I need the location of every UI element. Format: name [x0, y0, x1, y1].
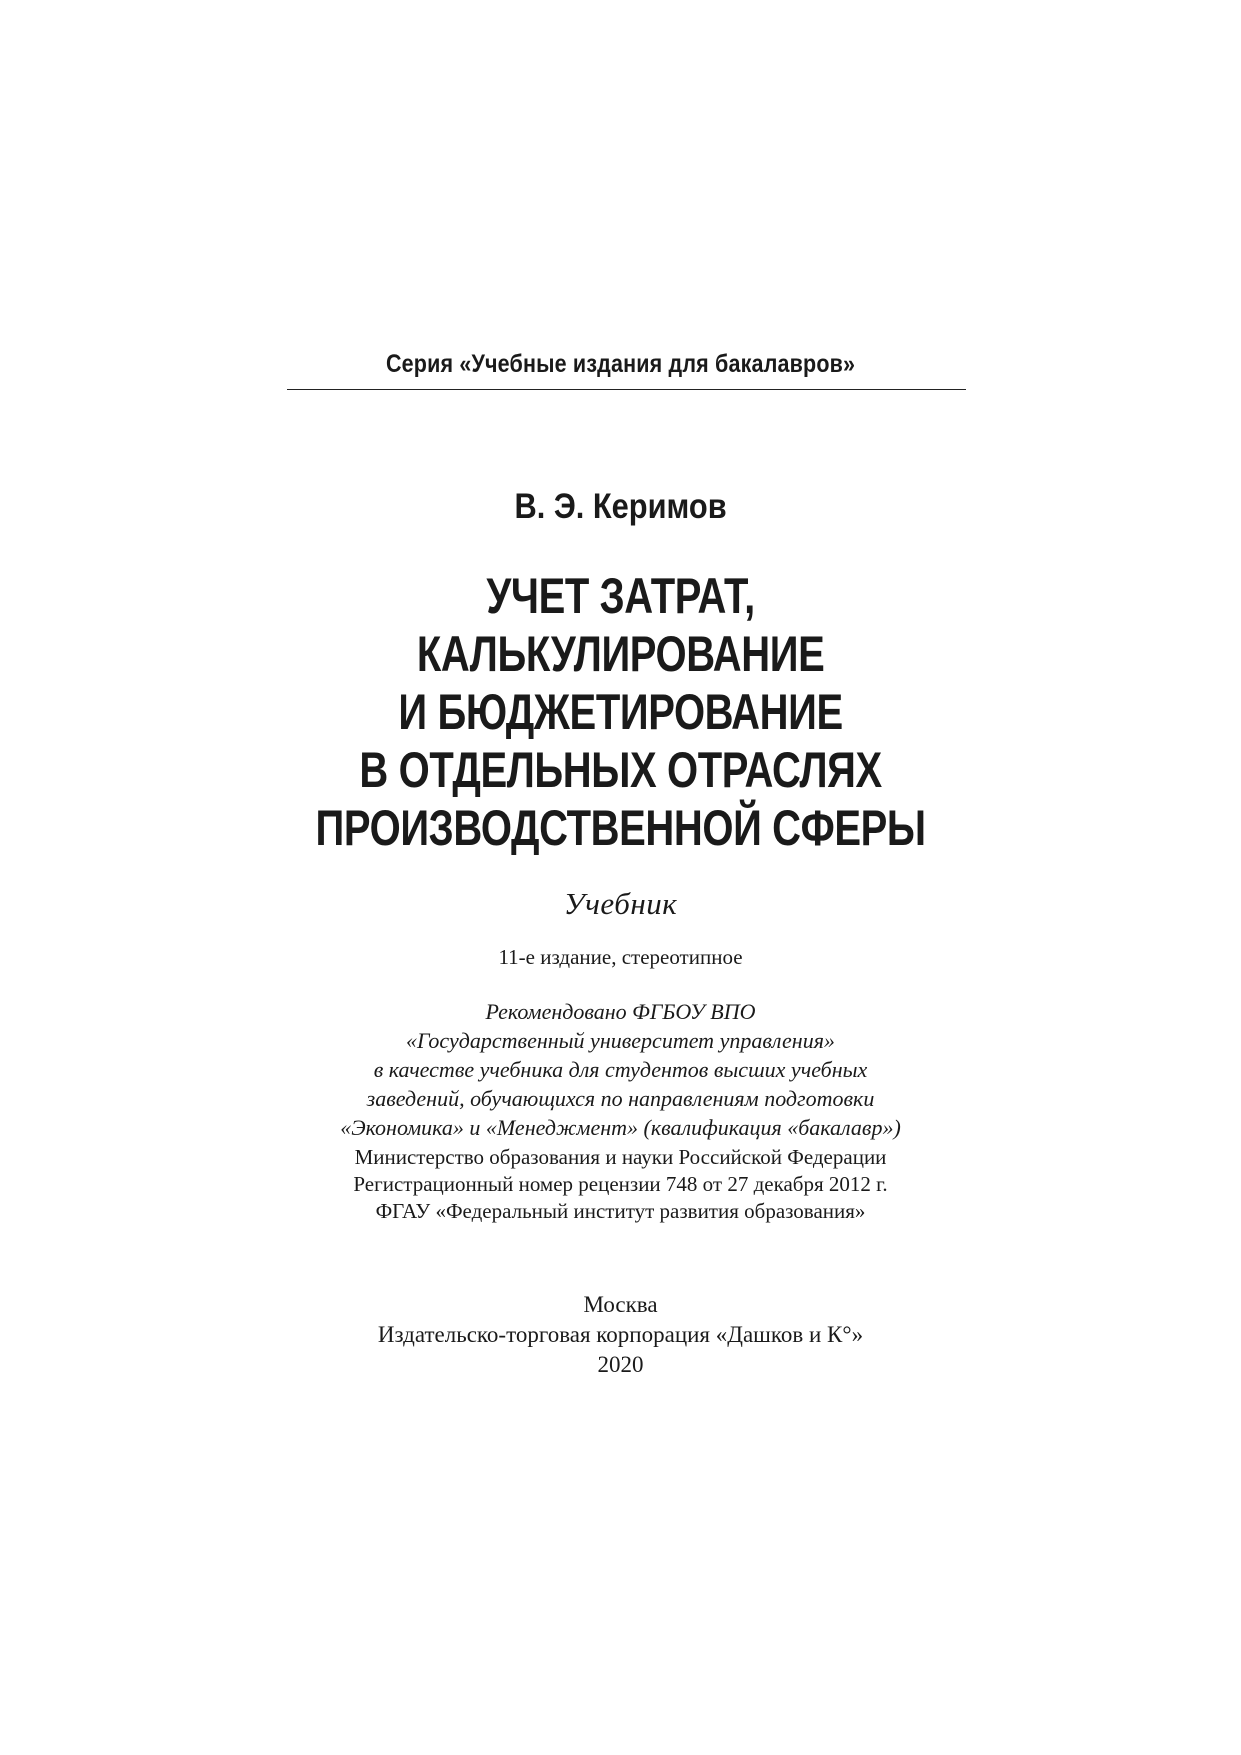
recommendation-line: в качестве учебника для студентов высших учебных — [373, 1057, 868, 1082]
series-divider — [287, 389, 966, 390]
title-line: ПРОИЗВОДСТВЕННОЙ СФЕРЫ — [315, 800, 926, 856]
title-line: В ОТДЕЛЬНЫХ ОТРАСЛЯХ — [359, 742, 882, 798]
edition-note: 11-е издание, стереотипное — [498, 945, 743, 969]
author-name: В. Э. Керимов — [514, 487, 727, 526]
recommendation-line: «Экономика» и «Менеджмент» (квалификация «бакалавр») — [340, 1115, 901, 1140]
recommendation-block — [0, 997, 1241, 1142]
recommendation-line: Рекомендовано ФГБОУ ВПО — [485, 999, 756, 1024]
imprint-city: Москва — [583, 1292, 658, 1317]
imprint-publisher: Издательско-торговая корпорация «Дашков и К°» — [377, 1322, 864, 1347]
ministry-line: Регистрационный номер рецензии 748 от 27 декабря 2012 г. — [353, 1172, 888, 1196]
ministry-line: ФГАУ «Федеральный институт развития образования» — [375, 1199, 866, 1223]
title-line: КАЛЬКУЛИРОВАНИЕ — [416, 626, 825, 682]
book-title — [124, 567, 1117, 857]
ministry-block — [0, 1144, 1241, 1225]
imprint-year: 2020 — [597, 1352, 644, 1377]
title-line: УЧЕТ ЗАТРАТ, — [486, 568, 755, 624]
recommendation-line: заведений, обучающихся по направлениям подготовки — [366, 1086, 875, 1111]
imprint-block — [0, 1290, 1241, 1380]
ministry-line: Министерство образования и науки Российской Федерации — [354, 1145, 887, 1169]
series-heading: Серия «Учебные издания для бакалавров» — [385, 350, 856, 378]
book-genre: Учебник — [563, 886, 678, 921]
recommendation-line: «Государственный университет управления» — [406, 1028, 835, 1053]
title-line: И БЮДЖЕТИРОВАНИЕ — [398, 684, 843, 740]
